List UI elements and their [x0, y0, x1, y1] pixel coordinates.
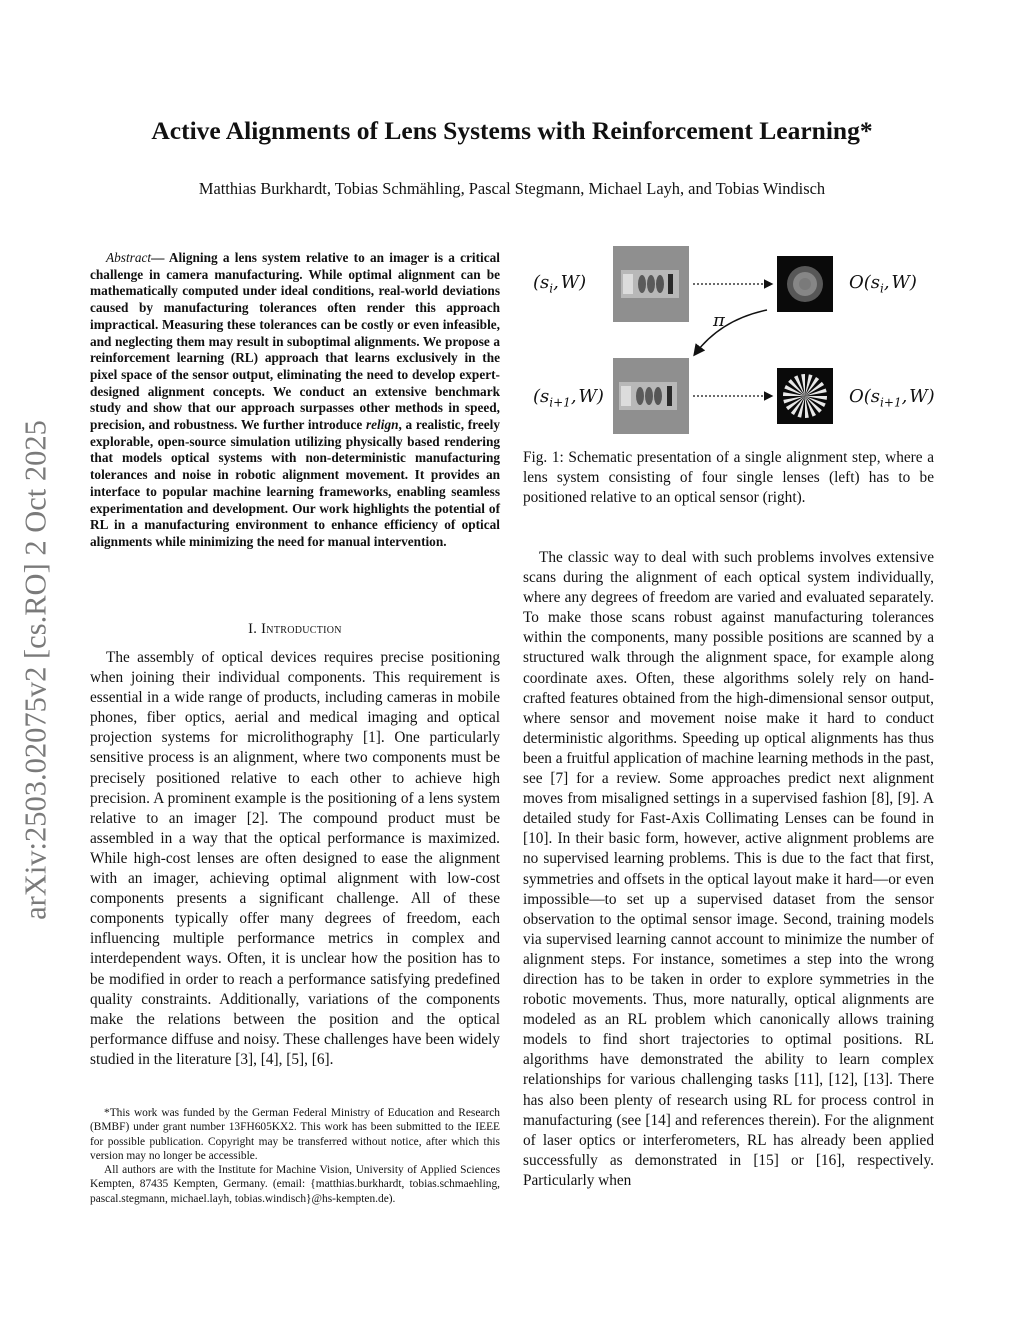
arrow-policy-curve [695, 310, 767, 354]
intro-paragraph: The assembly of optical devices requires precise positioning when joining their individual components. This requirement is essential in a wide range of products, including cameras in mobile phones, fiber optics, aerial and medical imaging and optical projection systems for microlithography [1]. One particularly sensitive process is an alignment, where two components must be precisely positioned relative to each other to achieve high precision. A prominent example is the positioning of a lens system relative to an imager [2]. The compound product must be assembled in a way that the optical performance is maximized. While high-cost lenses are often designed to ease the alignment with an imager, achieving optimal alignment with low-cost components presents a significant challenge. All of these components typically offer many degrees of freedom, each influencing multiple performance metrics in complex and interdependent ways. Often, it is unclear how the position has to be modified in order to reach a performance satisfying predefined quality constraints. Additionally, variations of the components make the relations between the position and the optical performance diffuse and noisy. These challenges have been widely studied in the literature [3], [4], [5], [6]. [90, 649, 500, 1068]
intro-column [90, 648, 500, 1070]
figure-alignment-step [523, 238, 934, 434]
fig-label-obs-bottom: $O(s_{i+1}$, W) [849, 386, 935, 410]
arxiv-identifier: arXiv:2503.02075v2 [cs.RO] 2 Oct 2025 [18, 420, 53, 920]
section-heading-introduction [90, 621, 500, 638]
author-list: Matthias Burkhardt, Tobias Schmähling, Pascal Stegmann, Michael Layh, and Tobias Windisch [198, 179, 826, 198]
fig-label-state-top: ($s_i$, W) [533, 272, 587, 296]
fig-label-policy: π [713, 310, 725, 331]
abstract [90, 250, 500, 551]
arxiv-stamp [6, 380, 66, 960]
fig-label-obs-top: $O(s_i$, W) [849, 272, 917, 296]
affiliation-footnote: All authors are with the Institute for Machine Vision, University of Applied Sciences Kempten, 87435 Kempten, Germany. (email: {matthias.burkhardt, tobias.schmaehling, pascal.stegmann, michael.layh, tobias.windisch}@hs-kempten.de). [90, 1164, 500, 1205]
funding-footnote: *This work was funded by the German Federal Ministry of Education and Research (BMBF) under grant number 13FH605KX2. This work has been submitted to the IEEE for possible publication. Copyright may be transferred without notice, after which this version may no longer be accessible. [90, 1107, 500, 1162]
abstract-relign-name: relign [365, 417, 399, 433]
footnotes [90, 1106, 500, 1206]
abstract-text-part1: — Aligning a lens system relative to an imager is a critical challenge in camera manufacturing. While optimal alignment can be mathematically computed under ideal conditions, real-world deviations caused by manufacturing tolerances often render this approach impractical. Measuring these tolerances can be costly or even infeasible, and neglecting them may result in suboptimal alignments. We propose a reinforcement learning (RL) approach that learns exclusively in the pixel space of the sensor output, eliminating the need to develop expert-designed alignment concepts. We conduct an extensive benchmark study and show that our approach surpasses other methods in speed, precision, and robustness. We further introduce [90, 250, 500, 433]
fig-label-state-bottom: ($s_{i+1}$, W) [533, 386, 604, 410]
figure-caption: Fig. 1: Schematic presentation of a single alignment step, where a lens system consisting of four single lenses (left) has to be positioned relative to an optical sensor (right). [523, 449, 934, 507]
paper-title: Active Alignments of Lens Systems with Reinforcement Learning* [151, 116, 873, 145]
figure-arrows [523, 238, 934, 434]
abstract-text-part2: , a realistic, freely explorable, open-source simulation utilizing physically based rendering that models optical systems with non-deterministic manufacturing tolerances and noise in robotic alignment movement. It provides an interface to popular machine learning frameworks, enabling seamless experimentation and development. Our work highlights the potential of RL in a manufacturing environment to enhance efficiency of optical alignments while minimizing the need for manual intervention. [90, 417, 500, 549]
right-column [523, 548, 934, 1191]
abstract-label: Abstract [106, 250, 152, 265]
section-number: I. [248, 621, 258, 637]
right-paragraph: The classic way to deal with such problems involves extensive scans during the alignment of each optical system individually, where any degrees of freedom are varied and evaluated separately. To make those scans robust against manufacturing tolerances within the components, many possible positions are scanned by a structured walk through the alignment space, for example along coordinate axes. Often, these algorithms solely rely on hand-crafted features obtained from the high-dimensional sensor output, where sensor and movement noise make it hard to conduct deterministic algorithms. Speeding up optical alignments has thus been a fruitful application of machine learning methods in the past, see [7] for a review. Some approaches predict next alignment moves from misaligned settings in a supervised fashion [8], [9]. A detailed study for Fast-Axis Collimating Lenses can be found in [10]. In their basic form, however, active alignment problems are no supervised learning problems. This is due to the fact that first, symmetries and offsets in the optical layout make it hard—or even impossible—to set up a supervised dataset from the sensor observation to the optimal sensor image. Second, training models via supervised learning cannot account to minimize the number of alignment steps. For instance, sometimes a step into the wrong direction has to be taken in order to explore symmetries in the robotic movements. Thus, more naturally, optical alignments are modeled as an RL problem which canonically allows training models to find short trajectories to optimal positions. RL algorithms have demonstrated the ability to learn complex relationships for various challenging tasks [11], [12], [13]. There has also been plenty of research using RL for process control in manufacturing (see [14] and references therein). For the alignment of laser optics or interferometers, RL has already been applied successfully as demonstrated in [15] or [16], respectively. Particularly when [523, 549, 934, 1189]
section-title: Introduction [261, 621, 342, 637]
